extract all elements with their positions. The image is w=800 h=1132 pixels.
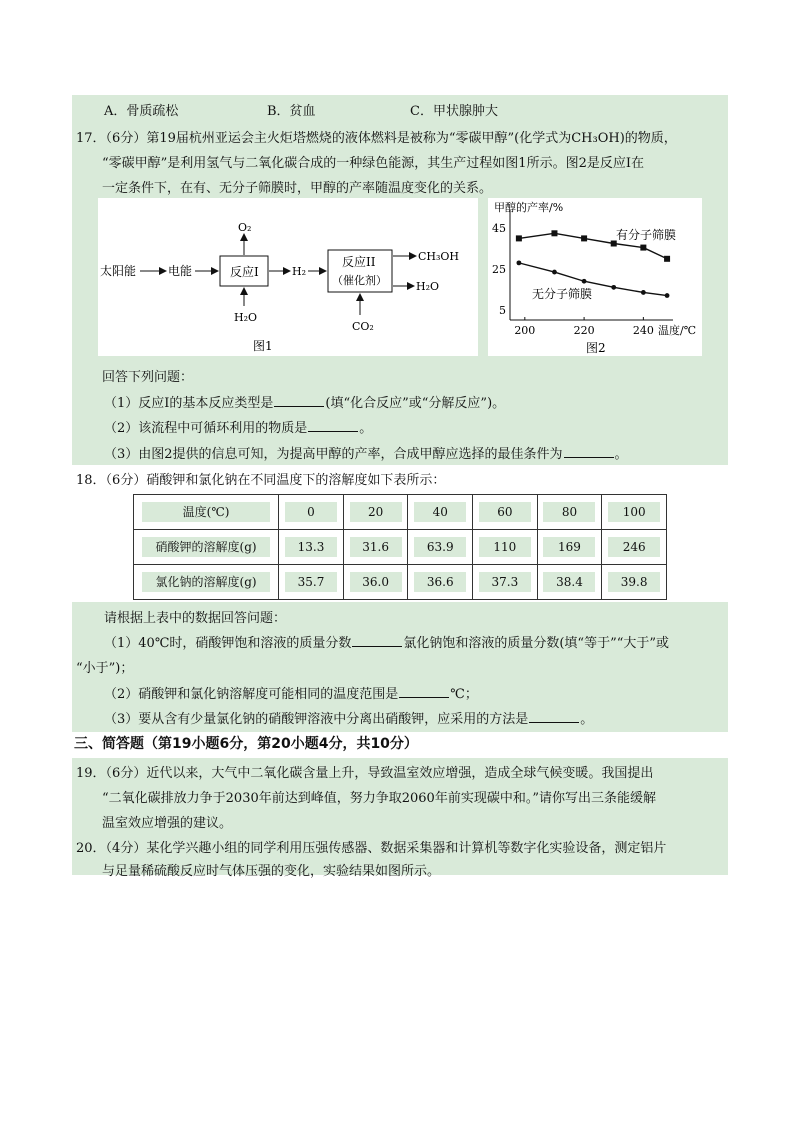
table-row — [134, 565, 667, 600]
q17-sub-3 — [104, 443, 628, 462]
q18-sub-3-before: （3）要从含有少量氯化钠的硝酸钾溶液中分离出硝酸钾，应采用的方法是 — [104, 712, 529, 727]
q20-line-1: 20．（4分）某化学兴趣小组的同学利用压强传感器、数据采集器和计算机等数字化实验设备，测定铝片 — [76, 841, 667, 856]
table-cell — [602, 495, 667, 530]
cell-text: 0 — [285, 502, 337, 522]
cell-text: 39.8 — [608, 572, 660, 592]
flow-diagram — [98, 198, 478, 356]
table-cell — [473, 565, 538, 600]
data-point-square — [551, 230, 557, 236]
q17-line-1: 17．（6分）第19届杭州亚运会主火炬塔燃烧的液体燃料是被称为“零碳甲醇”(化学式为CH₃OH)的物质， — [76, 131, 677, 146]
data-point-circle — [516, 260, 521, 265]
series-label-with-sieve: 有分子筛膜 — [616, 228, 677, 242]
table-cell — [279, 565, 344, 600]
y-tick-label: 45 — [492, 222, 506, 236]
cell-text: 110 — [479, 537, 531, 557]
q17-line-3: 一定条件下，在有、无分子筛膜时，甲醇的产率随温度变化的关系。 — [102, 181, 493, 196]
q17-sub-2-before: （2）该流程中可循环利用的物质是 — [104, 421, 308, 436]
table-cell — [408, 530, 473, 565]
table-row — [134, 530, 667, 565]
q18-sub-2-before: （2）硝酸钾和氯化钠溶解度可能相同的温度范围是 — [104, 687, 399, 702]
table-cell — [602, 530, 667, 565]
label-reaction-1: 反应I — [230, 265, 259, 279]
table-cell — [408, 565, 473, 600]
cell-text: 35.7 — [285, 572, 337, 592]
label-h2o-in: H₂O — [234, 311, 258, 324]
cell-text: 20 — [350, 502, 402, 522]
series-label-without-sieve: 无分子筛膜 — [532, 287, 593, 301]
q17-sub-1-before: （1）反应I的基本反应类型是 — [104, 396, 274, 411]
figure-2 — [488, 198, 702, 356]
label-h2o-out: H₂O — [416, 280, 440, 293]
label-electric: 电能 — [168, 264, 193, 278]
data-point-square — [664, 256, 670, 262]
cell-text: 60 — [479, 502, 531, 522]
table-cell — [408, 495, 473, 530]
q18-sub-3-after: 。 — [580, 712, 594, 727]
section-3-title: 三、简答题（第19小题6分，第20小题4分，共10分） — [74, 736, 418, 752]
caption-fig1: 图1 — [253, 339, 273, 353]
q17-sub-3-before: （3）由图2提供的信息可知，为提高甲醇的产率，合成甲醇应选择的最佳条件为 — [104, 447, 563, 462]
table-cell — [537, 495, 602, 530]
cell-text: 温度(℃) — [142, 502, 270, 522]
cell-text: 38.4 — [543, 572, 595, 592]
x-tick-label: 220 — [573, 324, 595, 337]
table-cell — [602, 565, 667, 600]
q17-prompt: 回答下列问题： — [102, 370, 194, 385]
cell-text: 80 — [543, 502, 595, 522]
table-cell — [343, 565, 408, 600]
q17-sub-2-after: 。 — [359, 421, 373, 436]
solubility-table — [133, 494, 667, 600]
table-cell — [343, 495, 408, 530]
row-header-cell — [134, 530, 279, 565]
answer-blank[interactable] — [529, 711, 579, 723]
row-header-cell — [134, 495, 279, 530]
q17-sub-2 — [104, 417, 372, 436]
option-c: C．甲状腺肿大 — [410, 104, 498, 119]
cell-text: 36.0 — [350, 572, 402, 592]
cell-text: 100 — [608, 502, 660, 522]
q18-sub-2 — [104, 683, 478, 702]
table-row — [134, 495, 667, 530]
q18-sub-1 — [104, 632, 669, 651]
cell-text: 13.3 — [285, 537, 337, 557]
label-h2: H₂ — [292, 265, 307, 278]
q19-line-3: 温室效应增强的建议。 — [102, 816, 233, 831]
x-tick-label: 200 — [514, 324, 536, 337]
data-point-square — [581, 235, 587, 241]
cell-text: 63.9 — [414, 537, 466, 557]
answer-blank[interactable] — [308, 420, 358, 432]
data-point-circle — [582, 279, 587, 284]
answer-blank[interactable] — [399, 686, 449, 698]
q18-prompt: 请根据上表中的数据回答问题： — [104, 611, 287, 626]
figure-1 — [98, 198, 478, 356]
data-point-square — [516, 235, 522, 241]
cell-text: 246 — [608, 537, 660, 557]
q18-sub-3 — [104, 708, 593, 727]
caption-fig2: 图2 — [586, 341, 606, 355]
q18-sub-1-after: 氯化钠饱和溶液的质量分数(填“等于”“大于”或 — [403, 636, 670, 651]
y-tick-label: 5 — [499, 303, 506, 317]
option-b: B．贫血 — [267, 104, 316, 119]
q18-sub-2-after: ℃； — [450, 687, 478, 702]
label-solar: 太阳能 — [100, 264, 137, 278]
data-point-circle — [611, 285, 616, 290]
yield-chart — [488, 198, 702, 356]
data-point-square — [640, 245, 646, 251]
y-tick-label: 25 — [492, 263, 506, 276]
q17-sub-1-after: (填“化合反应”或“分解反应”)。 — [325, 396, 506, 411]
cell-text: 硝酸钾的溶解度(g) — [142, 537, 270, 557]
table-cell — [279, 495, 344, 530]
data-point-circle — [552, 270, 557, 275]
cell-text: 169 — [543, 537, 595, 557]
table-cell — [343, 530, 408, 565]
cell-text: 氯化钠的溶解度(g) — [142, 572, 270, 592]
x-tick-label: 240 — [632, 324, 654, 337]
q17-sub-1 — [104, 392, 505, 411]
cell-text: 40 — [414, 502, 466, 522]
q18-sub-1-before: （1）40℃时，硝酸钾饱和溶液的质量分数 — [104, 636, 352, 651]
cell-text: 37.3 — [479, 572, 531, 592]
table-cell — [473, 495, 538, 530]
label-ch3oh: CH₃OH — [418, 250, 460, 263]
cell-text: 31.6 — [350, 537, 402, 557]
q18-intro: 18．（6分）硝酸钾和氯化钠在不同温度下的溶解度如下表所示： — [76, 473, 446, 488]
q19-line-1: 19．（6分）近代以来，大气中二氧化碳含量上升，导致温室效应增强，造成全球气候变暖。我国提出 — [76, 766, 654, 781]
table-cell — [279, 530, 344, 565]
row-header-cell — [134, 565, 279, 600]
q17-sub-3-after: 。 — [614, 447, 628, 462]
label-reaction-2: 反应II — [342, 255, 376, 269]
label-co2: CO₂ — [352, 320, 374, 333]
table-cell — [473, 530, 538, 565]
answer-blank[interactable] — [352, 635, 402, 647]
q18-sub-1-cont: “小于”)； — [76, 661, 134, 676]
option-a: A．骨质疏松 — [104, 104, 179, 119]
y-axis-label: 甲醇的产率/% — [494, 201, 564, 214]
q17-line-2: “零碳甲醇”是利用氢气与二氧化碳合成的一种绿色能源，其生产过程如图1所示。图2是反应I在 — [102, 156, 644, 171]
cell-text: 36.6 — [414, 572, 466, 592]
answer-blank[interactable] — [564, 446, 614, 458]
data-point-circle — [665, 293, 670, 298]
data-point-circle — [641, 290, 646, 295]
label-catalyst: （催化剂） — [332, 274, 387, 287]
x-axis-label: 温度/℃ — [658, 324, 697, 337]
answer-blank[interactable] — [274, 395, 324, 407]
q19-line-2: “二氧化碳排放力争于2030年前达到峰值，努力争取2060年前实现碳中和。”请你写出三条能缓解 — [102, 791, 656, 806]
table-cell — [537, 565, 602, 600]
label-o2: O₂ — [238, 221, 252, 234]
q20-line-2: 与足量稀硫酸反应时气体压强的变化，实验结果如图所示。 — [102, 864, 441, 879]
table-cell — [537, 530, 602, 565]
